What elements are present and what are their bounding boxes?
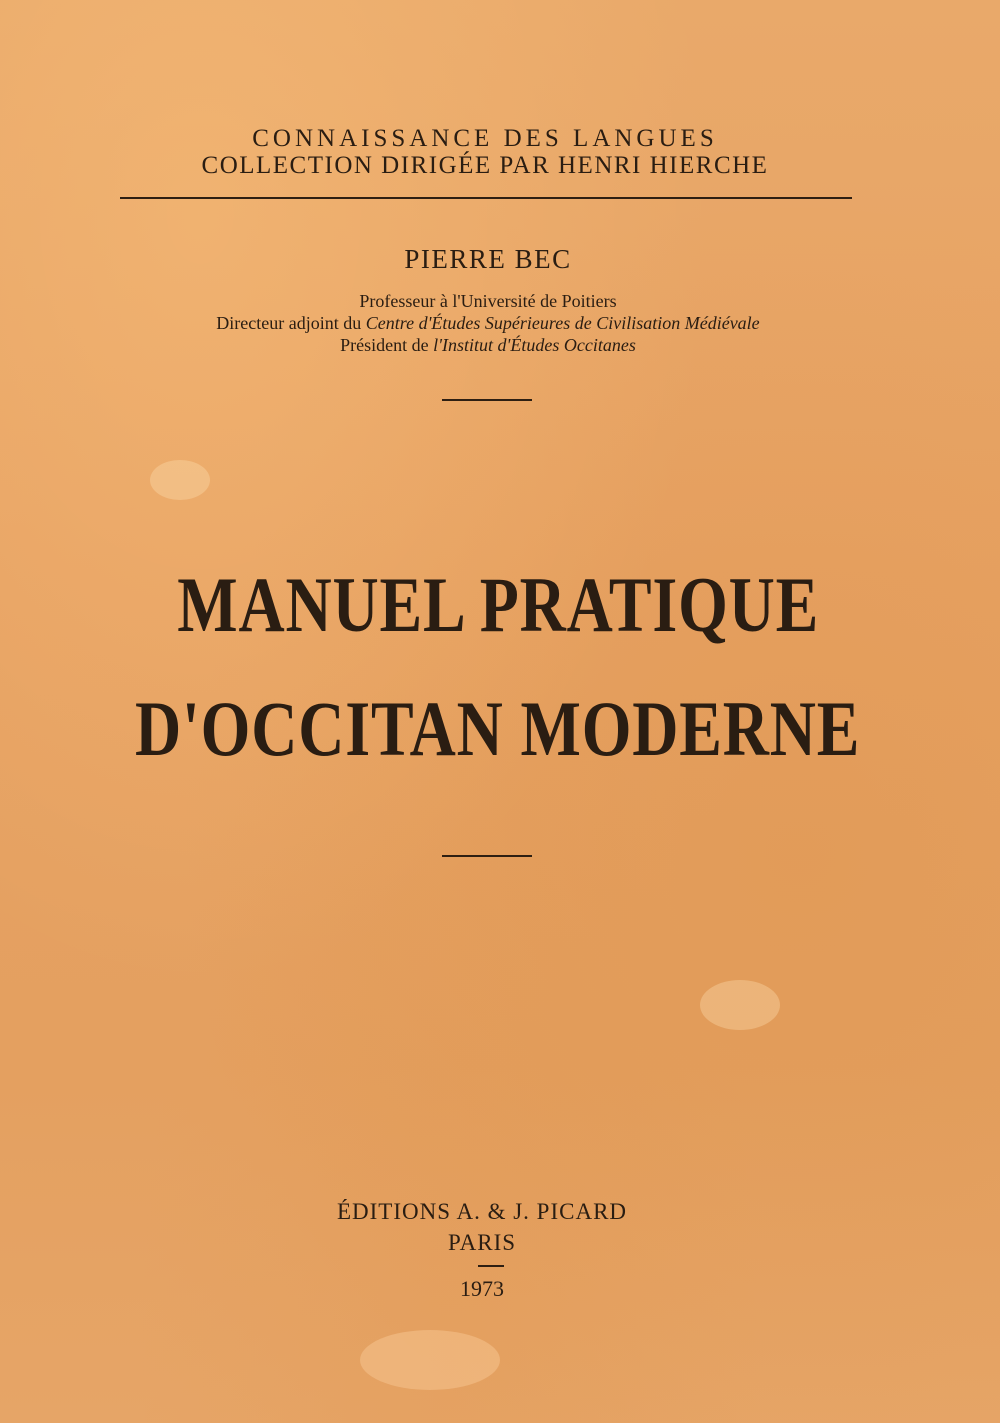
book-title-line-2: D'OCCITAN MODERNE bbox=[135, 685, 861, 772]
affiliation-3-institution: l'Institut d'Études Occitanes bbox=[433, 335, 636, 355]
affiliation-3-prefix: Président de bbox=[340, 335, 429, 355]
affiliation-2-institution: Centre d'Études Supérieures de Civilisation Médiévale bbox=[365, 313, 760, 333]
book-title-line-1: MANUEL PRATIQUE bbox=[177, 561, 820, 648]
series-editor: COLLECTION DIRIGÉE PAR HENRI HIERCHE bbox=[201, 152, 769, 179]
publisher-name: ÉDITIONS A. & J. PICARD bbox=[336, 1199, 628, 1224]
author-affiliation-1: Professeur à l'Université de Poitiers bbox=[359, 291, 617, 311]
publisher-city: PARIS bbox=[447, 1230, 517, 1255]
author-name: PIERRE BEC bbox=[404, 244, 572, 274]
author-affiliation-3 bbox=[0, 334, 988, 356]
ornament-rule-bottom bbox=[442, 855, 532, 857]
header-divider bbox=[120, 197, 852, 199]
paper-texture bbox=[360, 1330, 500, 1390]
imprint-rule bbox=[478, 1265, 504, 1267]
series-name: CONNAISSANCE DES LANGUES bbox=[252, 125, 718, 152]
affiliation-2-prefix: Directeur adjoint du bbox=[216, 313, 362, 333]
ornament-rule-top bbox=[442, 399, 532, 401]
paper-texture bbox=[150, 460, 210, 500]
author-affiliation-2 bbox=[0, 312, 988, 334]
paper-texture bbox=[700, 980, 780, 1030]
publication-year: 1973 bbox=[460, 1276, 504, 1301]
